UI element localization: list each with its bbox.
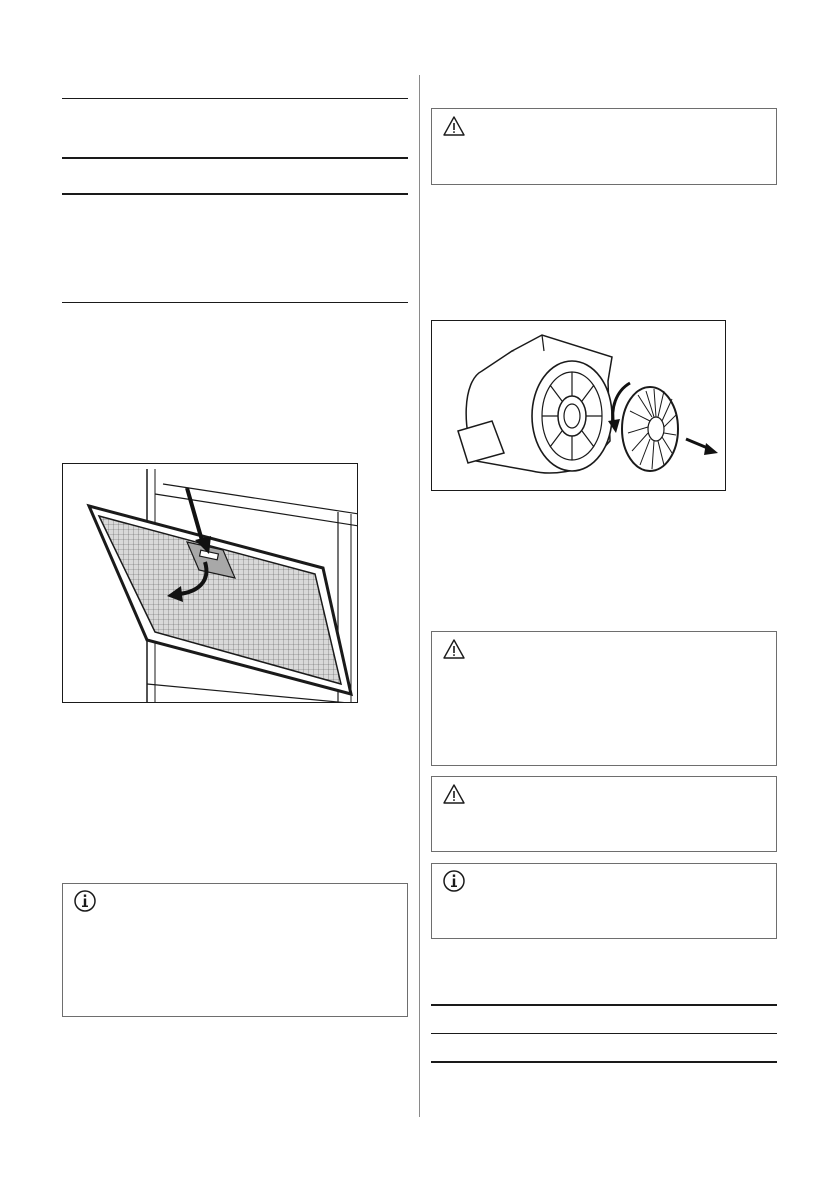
column-divider <box>419 75 420 1117</box>
section-rule <box>62 193 408 195</box>
warning-triangle-icon <box>442 115 466 137</box>
info-note-box <box>62 883 408 1017</box>
section-rule <box>62 98 408 99</box>
grease-filter-figure <box>62 463 358 703</box>
section-rule <box>431 1033 777 1034</box>
warning-triangle-icon <box>442 783 466 805</box>
section-rule <box>431 1004 777 1006</box>
section-rule <box>62 157 408 159</box>
info-circle-icon <box>443 870 465 892</box>
section-rule <box>431 1061 777 1063</box>
grease-filter-removal-illustration <box>63 464 358 703</box>
warning-triangle-icon <box>442 638 466 660</box>
warning-box <box>431 776 777 852</box>
charcoal-filter-figure <box>431 320 726 491</box>
charcoal-filter-removal-illustration <box>432 321 726 491</box>
section-rule <box>62 302 408 303</box>
info-note-box <box>431 863 777 939</box>
warning-box <box>431 631 777 766</box>
warning-box <box>431 108 777 185</box>
info-circle-icon <box>74 890 96 912</box>
